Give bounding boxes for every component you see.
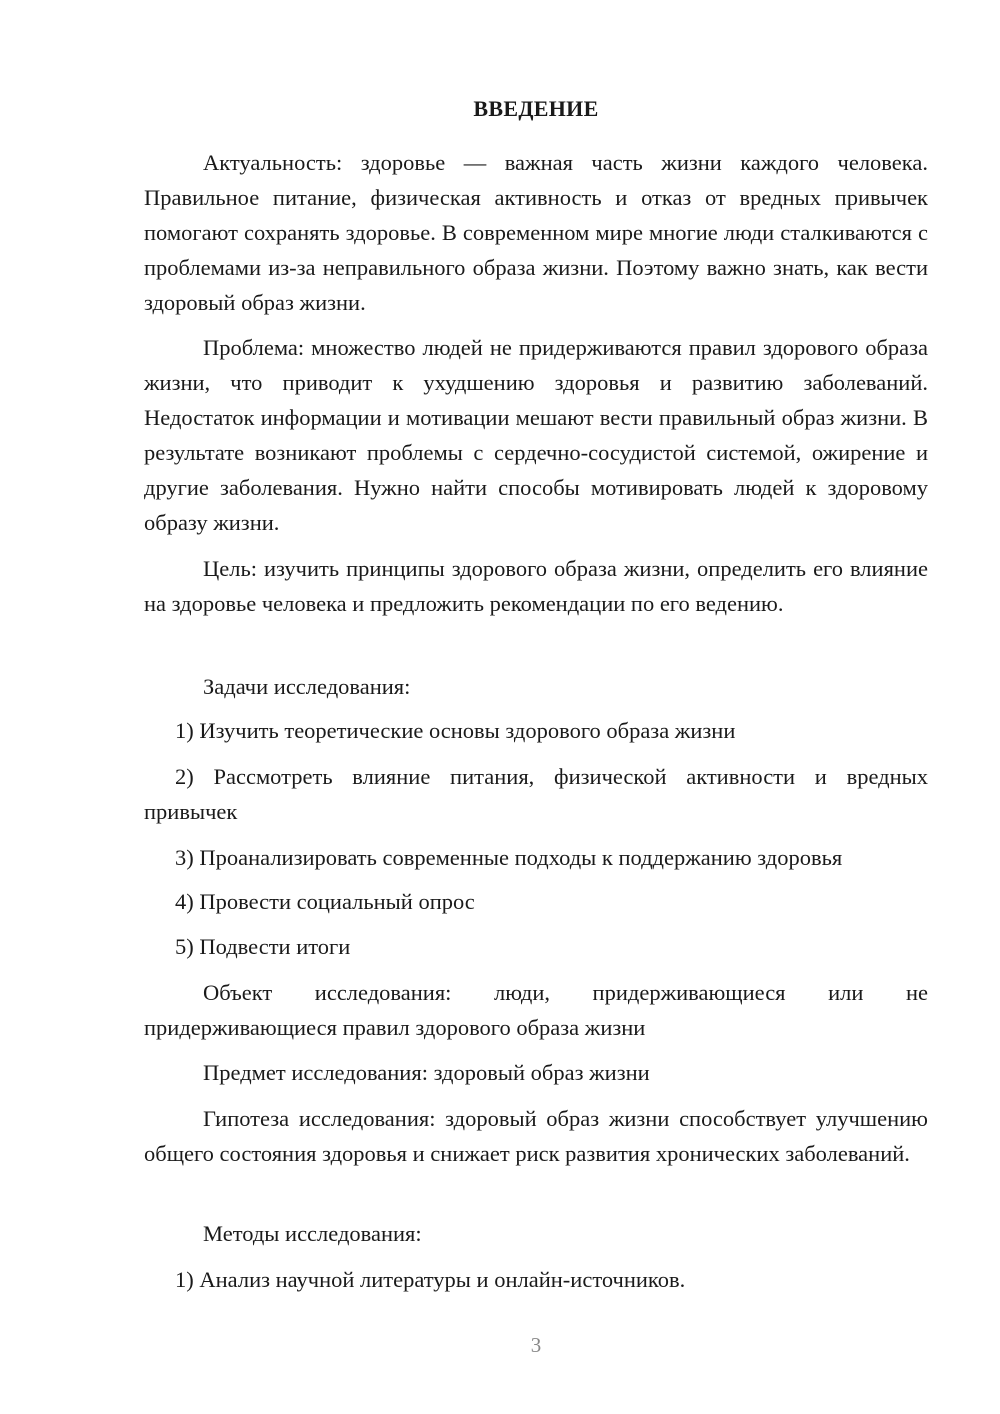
method-item-1: 1) Анализ научной литературы и онлайн-источников.	[175, 1267, 686, 1292]
paragraph-hypothesis: Гипотеза исследования: здоровый образ жизни способствует улучшению общего состояния здоровья и снижает риск развития хронических заболеваний.	[144, 1106, 928, 1166]
paragraph-object: Объект исследования: люди, придерживающиеся или не придерживающиеся правил здорового образа жизни	[144, 980, 928, 1040]
paragraph-relevance: Актуальность: здоровье — важная часть жизни каждого человека. Правильное питание, физическая активность и отказ от вредных привычек помогают сохранять здоровье. В современном мире многие люди сталкиваются с проблемами из-за неправильного образа жизни. Поэтому важно знать, как вести здоровый образ жизни.	[144, 150, 928, 315]
task-item-2: 2) Рассмотреть влияние питания, физической активности и вредных привычек	[144, 764, 928, 824]
section-title: ВВЕДЕНИЕ	[473, 96, 599, 121]
paragraph-subject: Предмет исследования: здоровый образ жизни	[203, 1060, 650, 1085]
methods-heading: Методы исследования:	[203, 1221, 422, 1246]
paragraph-goal: Цель: изучить принципы здорового образа жизни, определить его влияние на здоровье человека и предложить рекомендации по его ведению.	[144, 556, 928, 616]
paragraph-problem: Проблема: множество людей не придерживаются правил здорового образа жизни, что приводит к ухудшению здоровья и развитию заболеваний. Недостаток информации и мотивации мешают вести правильный образ жизни. В результате возникают проблемы с сердечно-сосудистой системой, ожирение и другие заболевания. Нужно найти способы мотивировать людей к здоровому образу жизни.	[144, 335, 928, 535]
tasks-heading: Задачи исследования:	[203, 674, 411, 699]
task-item-1: 1) Изучить теоретические основы здорового образа жизни	[175, 718, 736, 743]
page-number: 3	[530, 1333, 542, 1357]
task-item-3: 3) Проанализировать современные подходы к поддержанию здоровья	[175, 845, 843, 870]
task-item-4: 4) Провести социальный опрос	[175, 889, 475, 914]
task-item-5: 5) Подвести итоги	[175, 934, 351, 959]
